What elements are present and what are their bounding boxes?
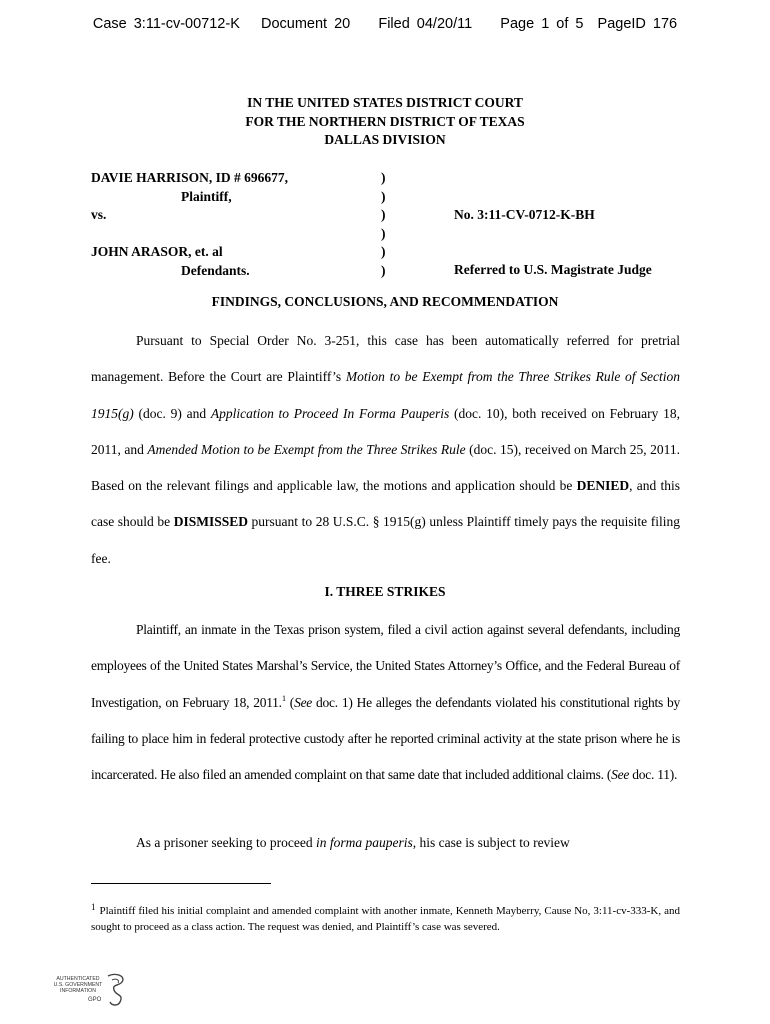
paragraph-intro: Pursuant to Special Order No. 3-251, this case has been automatically referred for pretrial management. Before the Court are Plaintiff’s Motion to be Exempt from the Three Strikes Rule of Section 1915(g) (doc. 9) and Application to Proceed In Forma Pauperis (doc. 10), both received on February 18, 2011, and Amended Motion to be Exempt from the Three Strikes Rule (doc. 15), received on March 25, 2011. Based on the relevant filings and applicable law, the motions and application should be DENIED, and this case should be DISMISSED pursuant to 28 U.S.C. § 1915(g) unless Plaintiff timely pays the requisite filing fee. xyxy=(91,333,680,566)
header-filed-date: Filed 04/20/11 xyxy=(378,16,473,32)
header-document: Document 20 xyxy=(260,16,351,32)
paragraph-review: As a prisoner seeking to proceed in forma pauperis, his case is subject to review xyxy=(136,835,570,850)
court-line-2: FOR THE NORTHERN DISTRICT OF TEXAS xyxy=(245,113,525,129)
footnote-reference[interactable]: 1 xyxy=(281,692,286,703)
header-case-number: Case 3:11-cv-00712-K xyxy=(92,16,240,32)
footnote-text: Plaintiff filed his initial complaint and amended complaint with another inmate, Kenneth Mayberry, Cause No, 3:11-cv-333-K, and sought to proceed as a class action. The request was denied, and Plaintiff’s case was severed. xyxy=(91,905,680,933)
defendant-role: Defendants. xyxy=(181,262,250,278)
eagle-icon xyxy=(104,972,128,1008)
case-caption xyxy=(91,169,691,281)
amended-motion-title-italic: Amended Motion to be Exempt from the Three Strikes Rule xyxy=(147,441,466,457)
gpo-label: GPO xyxy=(88,997,102,1003)
dismissed-bold: DISMISSED xyxy=(173,514,248,530)
application-title-italic: Application to Proceed In Forma Pauperis xyxy=(210,405,450,421)
denied-bold: DENIED xyxy=(576,478,630,494)
court-heading xyxy=(0,94,770,150)
caption-parties xyxy=(91,169,288,280)
header-page: Page 1 of 5 xyxy=(500,16,584,32)
court-line-3: DALLAS DIVISION xyxy=(324,132,446,147)
gpo-authentication-seal xyxy=(46,970,126,1010)
referral-note: Referred to U.S. Magistrate Judge xyxy=(454,262,652,277)
document-title: FINDINGS, CONCLUSIONS, AND RECOMMENDATION xyxy=(211,294,559,309)
footnote-divider xyxy=(91,883,271,884)
paren: ) xyxy=(381,262,386,278)
section-heading: I. THREE STRIKES xyxy=(324,584,446,599)
versus: vs. xyxy=(91,207,107,222)
caption-parentheses xyxy=(381,169,386,280)
paragraph-background: Plaintiff, an inmate in the Texas prison system, filed a civil action against several defendants, including employees of the United States Marshal’s Service, the United States Attorney’s Office, and the Federal Bureau of Investigation, on February 18, 2011.$^1$ (See doc. 1) He alleges the defendants violated his constitutional rights by failing to place him in federal protective custody after he reported criminal activity at the state prison where he is incarcerated. He also filed an amended complaint on that same date that included additional claims. (See doc. 11). xyxy=(91,622,680,783)
ecf-header-stamp xyxy=(0,16,770,32)
motion-title-italic: Motion to be Exempt from the Three Strikes Rule of Section 1915(g) xyxy=(91,369,680,421)
paren: ) xyxy=(381,207,386,222)
paren: ) xyxy=(381,225,386,241)
gpo-seal-text: AUTHENTICATED U.S. GOVERNMENT INFORMATION xyxy=(53,976,103,995)
defendant-name: JOHN ARASOR, et. al xyxy=(91,244,223,259)
plaintiff-name: DAVIE HARRISON, ID # 696677, xyxy=(91,170,289,185)
header-pageid: PageID 176 xyxy=(597,16,678,32)
case-number: No. 3:11-CV-0712-K-BH xyxy=(454,207,595,222)
footnote-mark: 1 xyxy=(91,902,96,912)
court-line-1: IN THE UNITED STATES DISTRICT COURT xyxy=(247,95,523,110)
paren: ) xyxy=(381,170,386,185)
plaintiff-role: Plaintiff, xyxy=(181,188,232,204)
paren: ) xyxy=(381,188,386,204)
footnote xyxy=(91,900,680,935)
paren: ) xyxy=(381,244,386,259)
